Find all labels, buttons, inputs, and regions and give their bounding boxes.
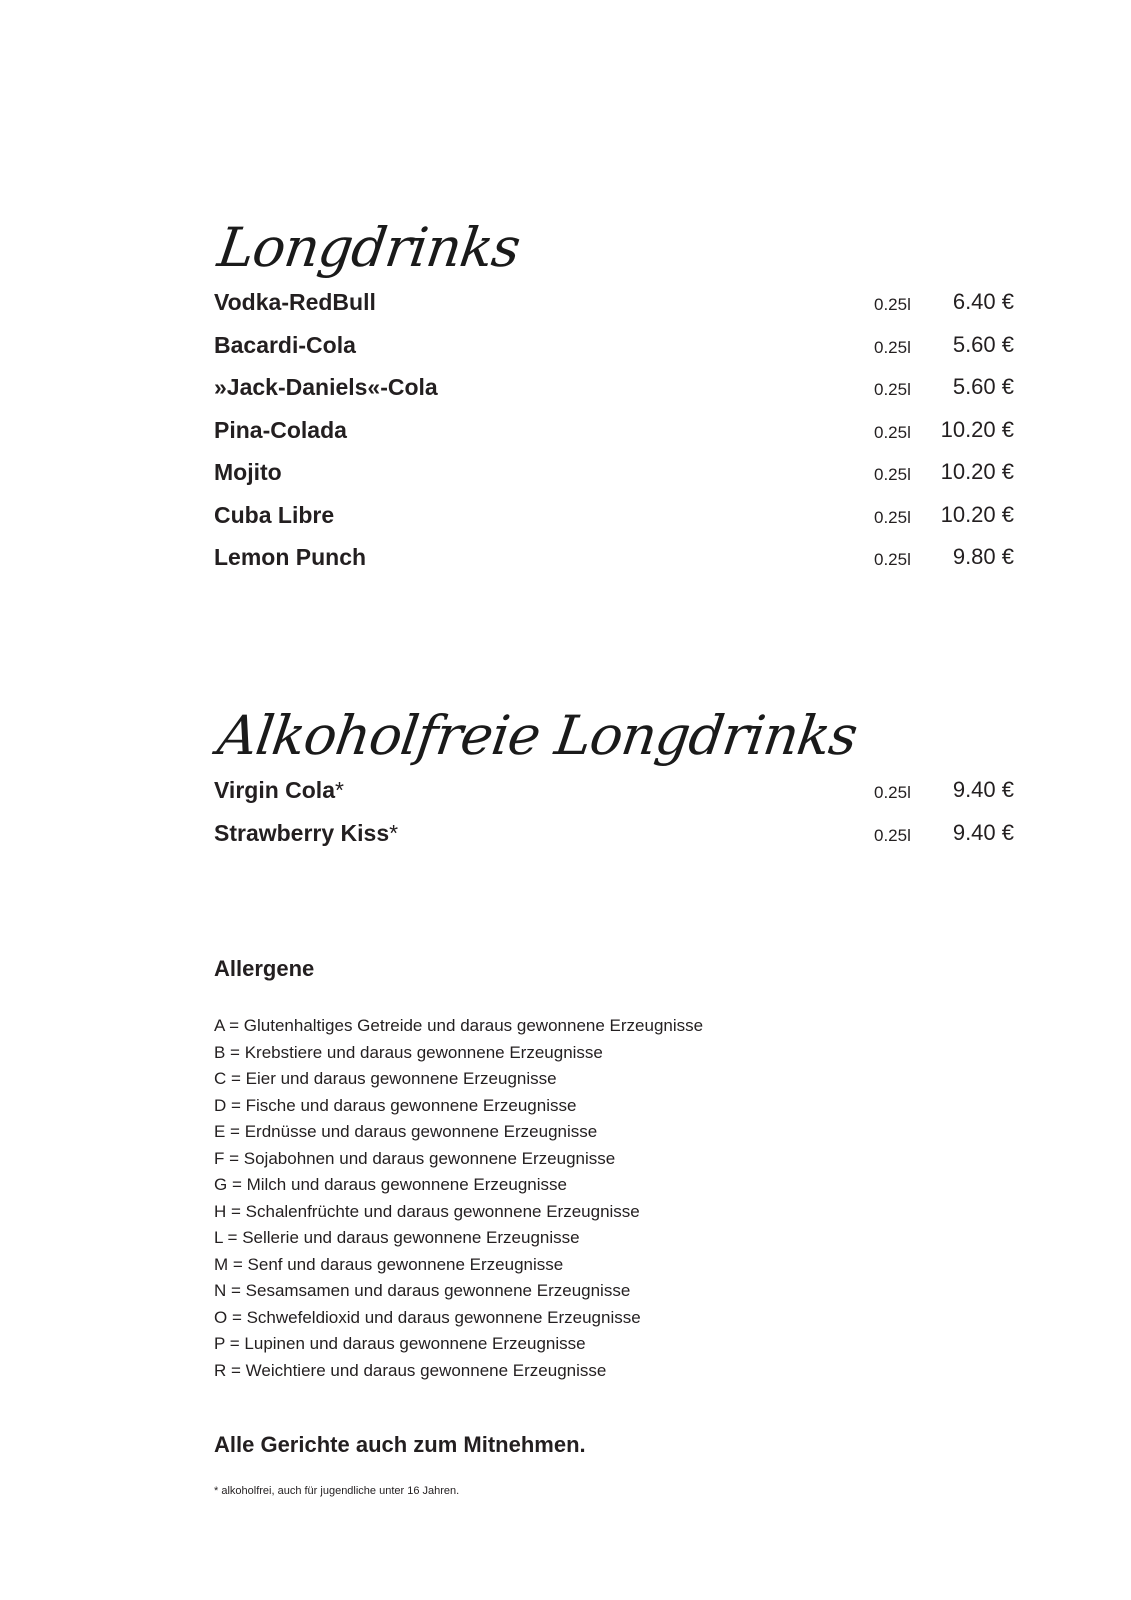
allergen-item: O = Schwefeldioxid und daraus gewonnene Erzeugnisse	[214, 1307, 641, 1327]
allergen-item: N = Sesamsamen und daraus gewonnene Erzeugnisse	[214, 1281, 631, 1300]
menu-item	[214, 288, 1014, 331]
item-name: Virgin Cola*	[214, 777, 344, 803]
item-price: 5.60 €	[952, 374, 1014, 399]
item-price: 5.60 €	[952, 331, 1014, 357]
allergen-item: A = Glutenhaltiges Getreide und daraus gewonnene Erzeugnisse	[214, 1016, 704, 1035]
item-name: Mojito	[214, 459, 282, 485]
item-name: »Jack-Daniels«-Cola	[214, 374, 438, 400]
item-volume: 0.25l	[874, 507, 911, 527]
item-price: 10.20 €	[940, 416, 1014, 442]
menu-item	[214, 819, 1014, 862]
item-volume: 0.25l	[874, 295, 911, 314]
allergen-item: P = Lupinen und daraus gewonnene Erzeugnisse	[214, 1334, 586, 1353]
section-title-alkoholfreie-longdrinks: Alkoholfreie Longdrinks	[214, 704, 861, 768]
allergen-list	[214, 1013, 703, 1384]
item-price: 9.40 €	[952, 777, 1014, 802]
allergen-item: H = Schalenfrüchte und daraus gewonnene Erzeugnisse	[214, 1201, 640, 1221]
item-volume: 0.25l	[874, 337, 911, 357]
item-name: Strawberry Kiss*	[214, 819, 399, 846]
takeaway-note: Alle Gerichte auch zum Mitnehmen.	[214, 1432, 586, 1457]
item-volume: 0.25l	[874, 825, 911, 845]
allergen-item: M = Senf und daraus gewonnene Erzeugnisse	[214, 1254, 564, 1274]
item-volume: 0.25l	[874, 465, 911, 484]
item-price: 9.80 €	[952, 544, 1014, 569]
item-volume: 0.25l	[874, 550, 911, 569]
menu-item	[214, 543, 1014, 586]
alcohol-free-mark: *	[335, 777, 344, 803]
menu-item	[214, 458, 1014, 501]
menu-item	[214, 501, 1014, 544]
section-title-longdrinks: Longdrinks	[214, 216, 524, 280]
item-volume: 0.25l	[874, 422, 911, 442]
menu-item	[214, 776, 1014, 819]
item-name: Cuba Libre	[214, 501, 335, 528]
menu-item	[214, 331, 1014, 374]
item-name: Bacardi-Cola	[214, 331, 356, 358]
item-price: 10.20 €	[940, 501, 1014, 527]
allergen-item: F = Sojabohnen und daraus gewonnene Erzeugnisse	[214, 1148, 616, 1168]
allergen-item: E = Erdnüsse und daraus gewonnene Erzeugnisse	[214, 1122, 598, 1141]
allergen-item: B = Krebstiere und daraus gewonnene Erzeugnisse	[214, 1042, 603, 1062]
menu-item	[214, 416, 1014, 459]
longdrinks-list	[214, 288, 1014, 586]
item-volume: 0.25l	[874, 783, 911, 802]
item-name: Lemon Punch	[214, 544, 367, 570]
item-name: Pina-Colada	[214, 416, 347, 443]
allergen-item: L = Sellerie und daraus gewonnene Erzeugnisse	[214, 1228, 580, 1247]
item-price: 10.20 €	[940, 459, 1014, 484]
menu-item	[214, 373, 1014, 416]
item-volume: 0.25l	[874, 380, 911, 399]
item-price: 6.40 €	[952, 289, 1014, 314]
item-price: 9.40 €	[952, 819, 1014, 845]
allergen-item: C = Eier und daraus gewonnene Erzeugnisse	[214, 1069, 557, 1088]
allergen-heading: Allergene	[214, 956, 315, 981]
allergen-item: G = Milch und daraus gewonnene Erzeugnisse	[214, 1175, 567, 1194]
footnote: * alkoholfrei, auch für jugendliche unter 16 Jahren.	[214, 1485, 460, 1497]
allergen-item: D = Fische und daraus gewonnene Erzeugnisse	[214, 1095, 577, 1115]
alkoholfreie-longdrinks-list	[214, 776, 1014, 861]
alcohol-free-mark: *	[389, 819, 399, 846]
allergen-item: R = Weichtiere und daraus gewonnene Erzeugnisse	[214, 1360, 607, 1380]
item-name: Vodka-RedBull	[214, 289, 376, 315]
